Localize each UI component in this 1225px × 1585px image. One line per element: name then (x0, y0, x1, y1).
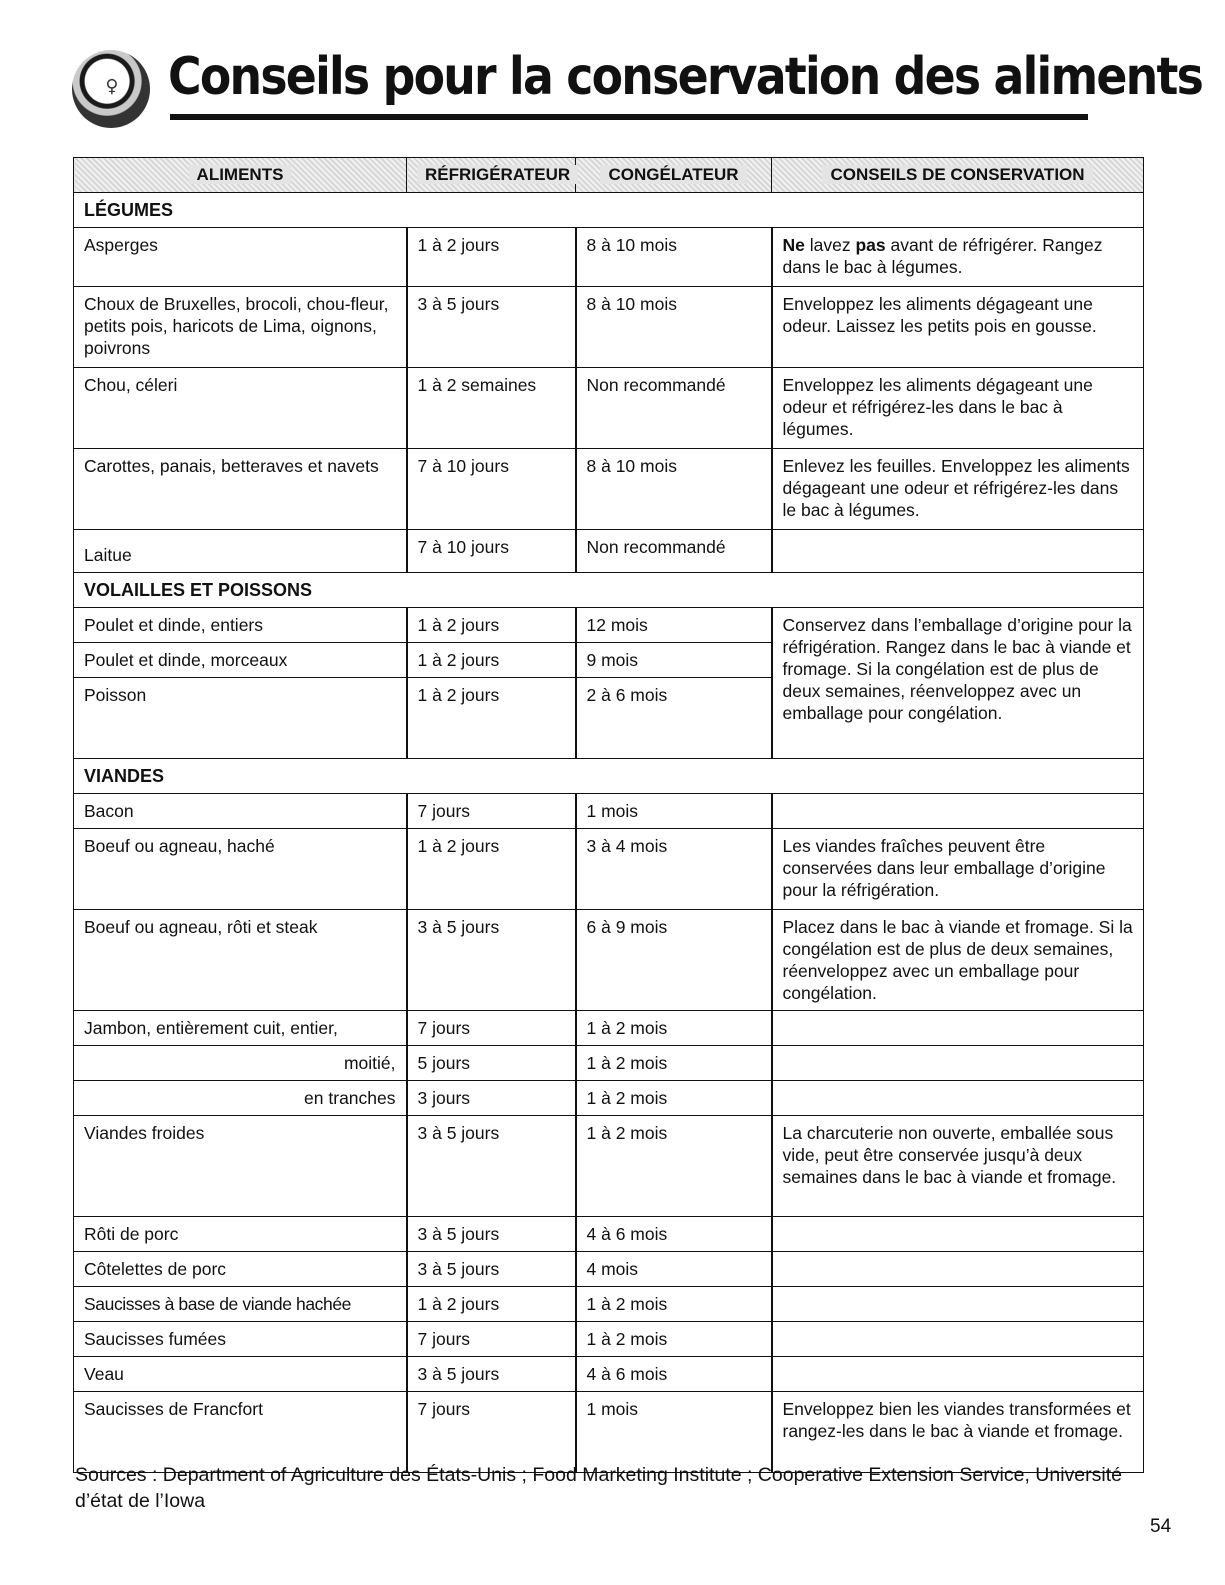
fridge-cell: 1 à 2 jours (407, 1287, 576, 1322)
freezer-cell: 4 à 6 mois (576, 1357, 772, 1392)
table-row (74, 1046, 1144, 1081)
table-row (74, 1392, 1144, 1473)
fridge-cell: 7 à 10 jours (407, 449, 576, 530)
food-cell: Poulet et dinde, entiers (74, 608, 407, 643)
freezer-cell: 1 mois (576, 1392, 772, 1473)
food-cell: Saucisses à base de viande hachée (74, 1287, 407, 1322)
tip-emphasis: Ne (782, 235, 805, 255)
tip-cell (772, 1357, 1144, 1392)
tip-cell (772, 1011, 1144, 1046)
food-cell: Veau (74, 1357, 407, 1392)
fridge-cell: 3 à 5 jours (407, 1357, 576, 1392)
freezer-cell: 12 mois (576, 608, 772, 643)
table-row (74, 910, 1144, 1011)
freezer-cell: 1 à 2 mois (576, 1116, 772, 1217)
food-cell: Boeuf ou agneau, haché (74, 829, 407, 910)
fridge-cell: 7 jours (407, 1322, 576, 1357)
tip-cell: Placez dans le bac à viande et fromage. Si la congélation est de plus de deux semaines, réenveloppez avec un emballage pour congélation. (772, 910, 1144, 1011)
table-row (74, 449, 1144, 530)
freezer-cell: 4 mois (576, 1252, 772, 1287)
tip-cell (772, 530, 1144, 573)
food-cell: Poisson (74, 678, 407, 759)
freezer-cell: 6 à 9 mois (576, 910, 772, 1011)
freezer-cell: 1 à 2 mois (576, 1081, 772, 1116)
tip-cell: Enlevez les feuilles. Enveloppez les aliments dégageant une odeur et réfrigérez-les dans le bac à légumes. (772, 449, 1144, 530)
freezer-cell: 8 à 10 mois (576, 287, 772, 368)
table-row (74, 1116, 1144, 1217)
tip-cell: Les viandes fraîches peuvent être conservées dans leur emballage d’origine pour la réfrigération. (772, 829, 1144, 910)
fridge-cell: 1 à 2 jours (407, 608, 576, 643)
freezer-cell: 1 à 2 mois (576, 1322, 772, 1357)
table-row (74, 829, 1144, 910)
freezer-cell: 1 à 2 mois (576, 1011, 772, 1046)
section-volailles: VOLAILLES ET POISSONS (74, 573, 1144, 608)
fridge-cell: 1 à 2 jours (407, 228, 576, 287)
fridge-cell: 7 jours (407, 794, 576, 829)
lightbulb-icon: ♀ (72, 50, 150, 128)
food-cell: Carottes, panais, betteraves et navets (74, 449, 407, 530)
tip-cell: La charcuterie non ouverte, emballée sous vide, peut être conservée jusqu’à deux semaines dans le bac à viande et fromage. (772, 1116, 1144, 1217)
fridge-cell: 7 jours (407, 1392, 576, 1473)
tip-cell: Conservez dans l’emballage d’origine pour la réfrigération. Rangez dans le bac à viande et fromage. Si la congélation est de plus de deux semaines, réenveloppez avec un emballage pour congélation. (772, 608, 1144, 759)
table-row (74, 1081, 1144, 1116)
fridge-cell: 3 à 5 jours (407, 1217, 576, 1252)
fridge-cell: 1 à 2 jours (407, 678, 576, 759)
food-cell: Poulet et dinde, morceaux (74, 643, 407, 678)
freezer-cell: 1 à 2 mois (576, 1046, 772, 1081)
header-congelateur: CONGÉLATEUR (576, 158, 772, 193)
food-cell: Jambon, entièrement cuit, entier, (74, 1011, 407, 1046)
tip-cell (772, 1252, 1144, 1287)
tip-cell: Enveloppez bien les viandes transformées et rangez-les dans le bac à viande et fromage. (772, 1392, 1144, 1473)
food-cell: Saucisses de Francfort (74, 1392, 407, 1473)
fridge-cell: 1 à 2 jours (407, 643, 576, 678)
freezer-cell: 9 mois (576, 643, 772, 678)
table-row (74, 1217, 1144, 1252)
page-title: Conseils pour la conservation des aliments (168, 47, 1203, 107)
tip-cell (772, 794, 1144, 829)
fridge-cell: 3 jours (407, 1081, 576, 1116)
fridge-cell: 3 à 5 jours (407, 287, 576, 368)
section-legumes: LÉGUMES (74, 193, 1144, 228)
tip-cell: Enveloppez les aliments dégageant une odeur et réfrigérez-les dans le bac à légumes. (772, 368, 1144, 449)
tip-emphasis: pas (855, 235, 886, 255)
sources-note: Sources : Department of Agriculture des États-Unis ; Food Marketing Institute ; Cooperative Extension Service, Université d’état de l’Iowa (75, 1464, 1122, 1512)
food-cell: Choux de Bruxelles, brocoli, chou-fleur, petits pois, haricots de Lima, oignons, poivrons (74, 287, 407, 368)
freezer-cell: 3 à 4 mois (576, 829, 772, 910)
section-viandes: VIANDES (74, 759, 1144, 794)
table-row (74, 794, 1144, 829)
fridge-cell: 1 à 2 semaines (407, 368, 576, 449)
table-row (74, 1252, 1144, 1287)
fridge-cell: 3 à 5 jours (407, 1252, 576, 1287)
freezer-cell: 1 à 2 mois (576, 1287, 772, 1322)
freezer-cell: 8 à 10 mois (576, 449, 772, 530)
food-cell: moitié, (74, 1046, 407, 1081)
freezer-cell: Non recommandé (576, 530, 772, 573)
tip-cell (772, 1046, 1144, 1081)
food-cell: Asperges (74, 228, 407, 287)
tip-cell: Enveloppez les aliments dégageant une odeur. Laissez les petits pois en gousse. (772, 287, 1144, 368)
table-row (74, 1287, 1144, 1322)
freezer-cell: 1 mois (576, 794, 772, 829)
tip-cell (772, 1217, 1144, 1252)
tip-cell (772, 1287, 1144, 1322)
food-cell: Laitue (74, 530, 407, 573)
table-row (74, 1357, 1144, 1392)
header-refrigerateur: RÉFRIGÉRATEUR (407, 158, 576, 193)
freezer-cell: Non recommandé (576, 368, 772, 449)
food-cell: Saucisses fumées (74, 1322, 407, 1357)
food-cell: Boeuf ou agneau, rôti et steak (74, 910, 407, 1011)
fridge-cell: 7 jours (407, 1011, 576, 1046)
fridge-cell: 3 à 5 jours (407, 1116, 576, 1217)
page-number: 54 (1150, 1516, 1172, 1537)
fridge-cell: 5 jours (407, 1046, 576, 1081)
tip-cell (772, 1322, 1144, 1357)
freezer-cell: 8 à 10 mois (576, 228, 772, 287)
fridge-cell: 7 à 10 jours (407, 530, 576, 573)
page-header (72, 40, 1203, 126)
tip-cell: Ne lavez pas avant de réfrigérer. Rangez dans le bac à légumes. (772, 228, 1144, 287)
food-storage-table (73, 157, 1144, 1473)
food-cell: en tranches (74, 1081, 407, 1116)
table-row (74, 1011, 1144, 1046)
tip-cell (772, 1081, 1144, 1116)
food-cell: Viandes froides (74, 1116, 407, 1217)
table-row (74, 287, 1144, 368)
header-aliments: ALIMENTS (74, 158, 407, 193)
table-row (74, 608, 1144, 643)
header-conseils: CONSEILS DE CONSERVATION (772, 158, 1144, 193)
food-cell: Chou, céleri (74, 368, 407, 449)
freezer-cell: 4 à 6 mois (576, 1217, 772, 1252)
table-header-row (74, 158, 1144, 193)
title-underline (170, 114, 1088, 120)
table-row (74, 530, 1144, 573)
table-row (74, 228, 1144, 287)
food-cell: Côtelettes de porc (74, 1252, 407, 1287)
table-row (74, 1322, 1144, 1357)
fridge-cell: 1 à 2 jours (407, 829, 576, 910)
table-row (74, 368, 1144, 449)
freezer-cell: 2 à 6 mois (576, 678, 772, 759)
food-cell: Rôti de porc (74, 1217, 407, 1252)
fridge-cell: 3 à 5 jours (407, 910, 576, 1011)
food-cell: Bacon (74, 794, 407, 829)
